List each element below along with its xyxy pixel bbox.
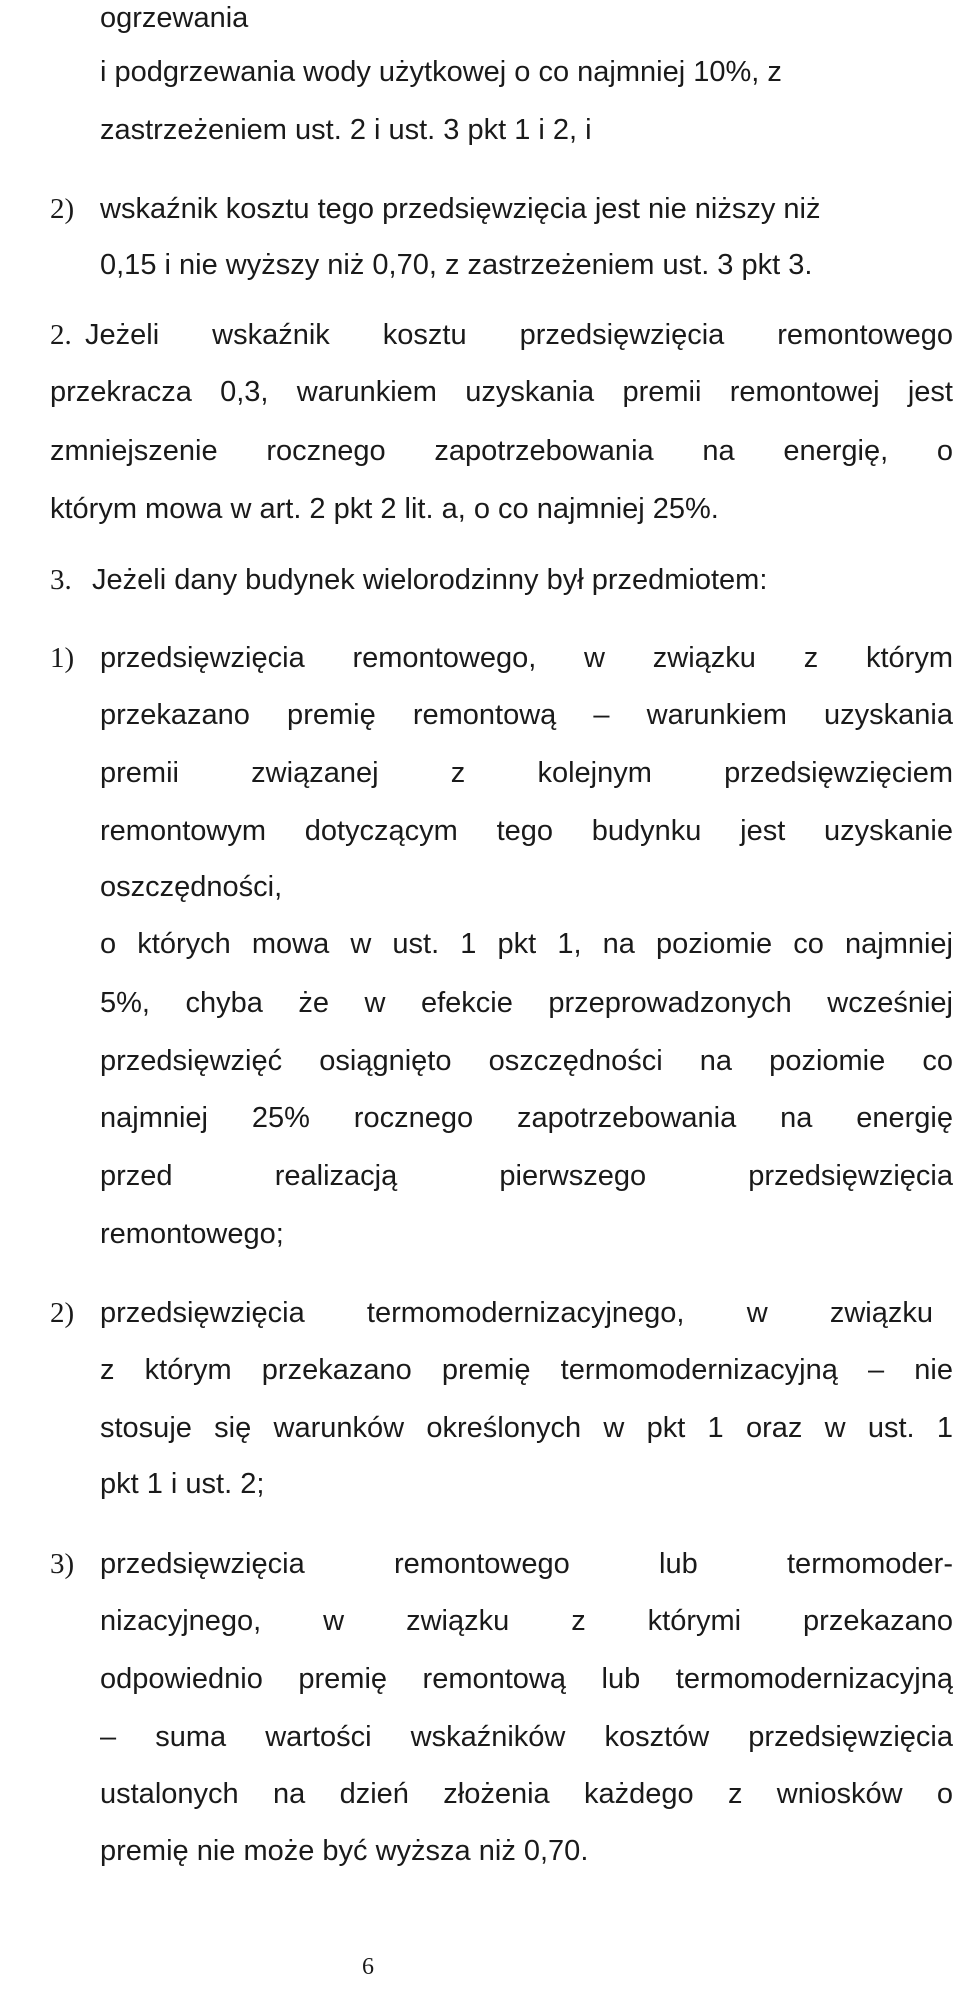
section-line: zmniejszenie rocznego zapotrzebowania na energię, o: [50, 435, 953, 467]
point-line: wskaźnik kosztu tego przedsięwzięcia jest nie niższy niż: [100, 193, 821, 225]
item-line: stosuje się warunków określonych w pkt 1 oraz w ust. 1: [100, 1412, 953, 1444]
item-line: premię nie może być wyższa niż 0,70.: [100, 1835, 589, 1867]
item-line: przedsięwzięcia remontowego, w związku z którym: [100, 642, 953, 674]
section-line: [85, 317, 953, 353]
item-line: odpowiednio premię remontową lub termomodernizacyjną: [100, 1663, 953, 1695]
item-line: najmniej 25% rocznego zapotrzebowania na energię: [100, 1102, 953, 1134]
section-number: 3.: [50, 564, 72, 596]
item-line: przedsięwzięcia termomodernizacyjnego, w związku: [100, 1297, 933, 1329]
item-line: oszczędności,: [100, 871, 283, 903]
section-line: którym mowa w art. 2 pkt 2 lit. a, o co najmniej 25%.: [50, 493, 719, 525]
item-line: premii związanej z kolejnym przedsięwzięciem: [100, 757, 953, 789]
item-line: przedsięwzięcia remontowego lub termomoder-: [100, 1548, 953, 1580]
item-line: nizacyjnego, w związku z którymi przekazano: [100, 1605, 953, 1637]
item-line: przedsięwzięć osiągnięto oszczędności na poziomie co: [100, 1045, 953, 1077]
item-line: remontowym dotyczącym tego budynku jest uzyskanie: [100, 815, 953, 847]
section-line: przekracza 0,3, warunkiem uzyskania premii remontowej jest: [50, 376, 953, 408]
continuation-line: i podgrzewania wody użytkowej o co najmniej 10%, z: [100, 56, 782, 88]
point-line: 0,15 i nie wyższy niż 0,70, z zastrzeżeniem ust. 3 pkt 3.: [100, 249, 813, 281]
point-number: 2): [50, 193, 75, 225]
item-line: pkt 1 i ust. 2;: [100, 1468, 265, 1500]
page-number: 6: [362, 1954, 374, 1980]
item-line: z którym przekazano premię termomodernizacyjną – nie: [100, 1354, 953, 1386]
section-number: 2.: [50, 319, 72, 351]
item-number: 3): [50, 1548, 75, 1580]
section-intro: Jeżeli dany budynek wielorodzinny był przedmiotem:: [92, 564, 768, 596]
item-number: 1): [50, 642, 75, 674]
item-line: przekazano premię remontową – warunkiem uzyskania: [100, 699, 953, 731]
item-line: remontowego;: [100, 1218, 284, 1250]
item-line: o których mowa w ust. 1 pkt 1, na poziomie co najmniej: [100, 928, 953, 960]
item-line: 5%, chyba że w efekcie przeprowadzonych wcześniej: [100, 987, 953, 1019]
item-line: przed realizacją pierwszego przedsięwzięcia: [100, 1160, 953, 1192]
continuation-line: ogrzewania: [100, 2, 249, 34]
item-number: 2): [50, 1297, 75, 1329]
section-2-line-1: Jeżeli wskaźnik kosztu przedsięwzięcia remontowego: [85, 319, 953, 351]
continuation-line: zastrzeżeniem ust. 2 i ust. 3 pkt 1 i 2, i: [100, 114, 592, 146]
item-line: – suma wartości wskaźników kosztów przedsięwzięcia: [100, 1721, 953, 1753]
item-line: ustalonych na dzień złożenia każdego z wniosków o: [100, 1778, 953, 1810]
